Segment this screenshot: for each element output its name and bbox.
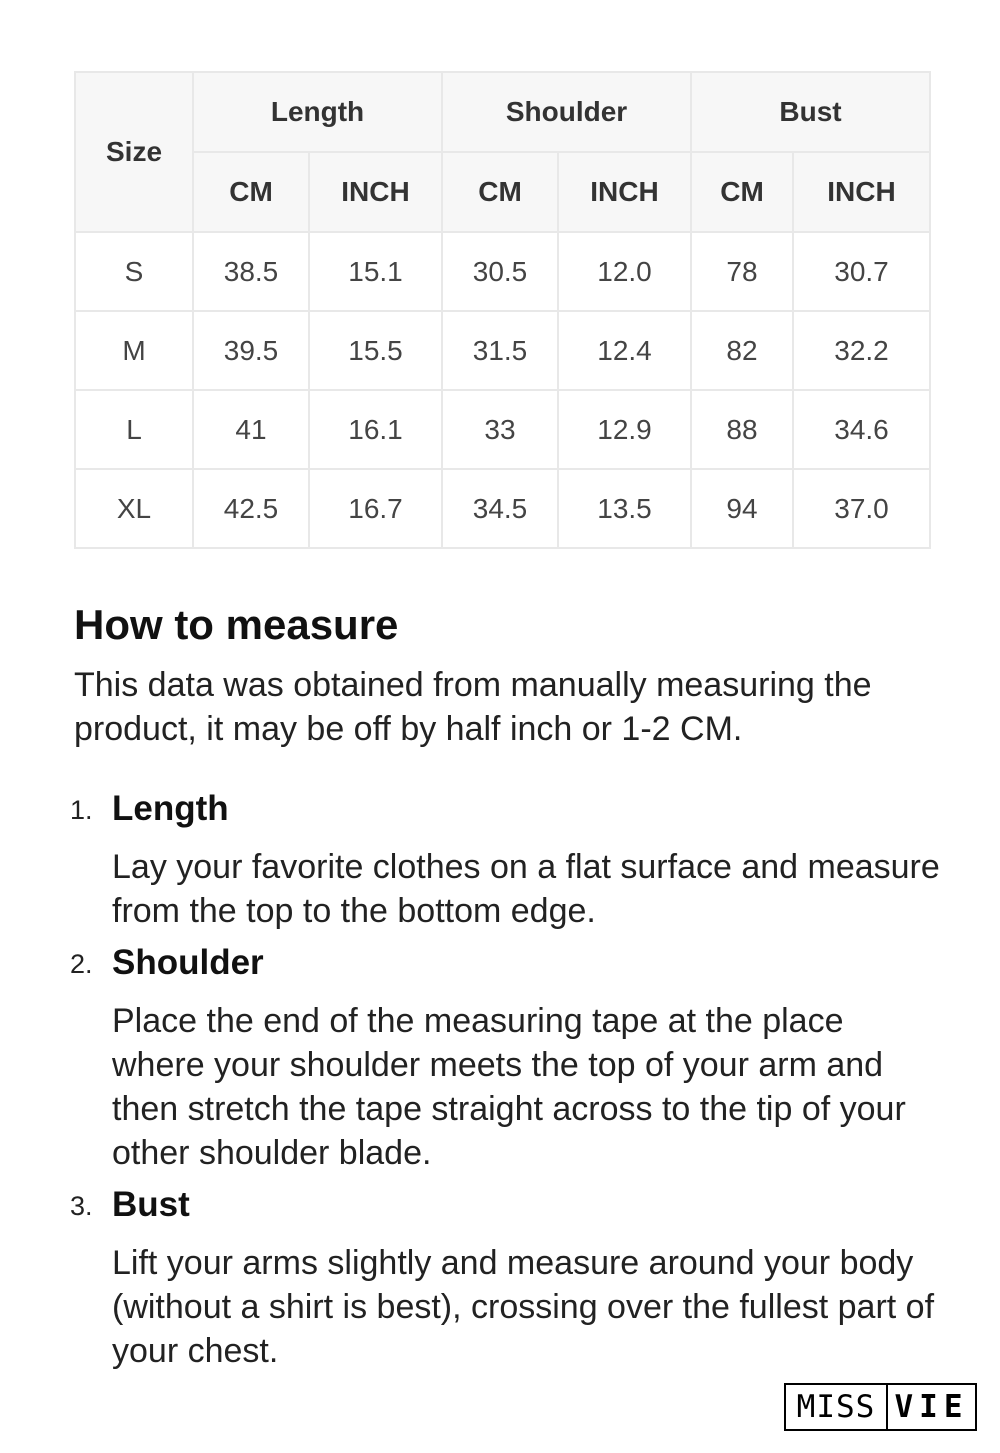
table-cell: 15.1 bbox=[309, 232, 442, 311]
step-bust bbox=[70, 1183, 944, 1373]
table-cell: 34.6 bbox=[793, 390, 930, 469]
table-cell: 30.5 bbox=[442, 232, 558, 311]
table-row bbox=[75, 232, 930, 311]
step-description: Lay your favorite clothes on a flat surface and measure from the top to the bottom edge. bbox=[112, 848, 940, 930]
shoulder-group-header: Shoulder bbox=[442, 72, 691, 152]
step-number: 2. bbox=[70, 949, 93, 979]
step-description: Lift your arms slightly and measure around your body (without a shirt is best), crossing over the fullest part of your chest. bbox=[112, 1244, 935, 1370]
length-cm-header: CM bbox=[193, 152, 309, 232]
length-group-header: Length bbox=[193, 72, 442, 152]
step-length bbox=[70, 787, 944, 933]
guide-intro-text: This data was obtained from manually measuring the product, it may be off by half inch or 1-2 CM. bbox=[74, 666, 872, 748]
table-cell: 41 bbox=[193, 390, 309, 469]
table-cell: 33 bbox=[442, 390, 558, 469]
table-cell: 42.5 bbox=[193, 469, 309, 548]
table-cell: 39.5 bbox=[193, 311, 309, 390]
size-chart-table bbox=[74, 71, 931, 549]
table-cell: 13.5 bbox=[558, 469, 691, 548]
length-inch-header: INCH bbox=[309, 152, 442, 232]
guide-title: How to measure bbox=[74, 601, 399, 648]
measurement-steps-list bbox=[70, 787, 944, 1373]
table-cell: 78 bbox=[691, 232, 793, 311]
step-title: Bust bbox=[112, 1185, 190, 1224]
size-cell: M bbox=[75, 311, 193, 390]
table-cell: 37.0 bbox=[793, 469, 930, 548]
table-cell: 38.5 bbox=[193, 232, 309, 311]
table-cell: 12.9 bbox=[558, 390, 691, 469]
size-cell: L bbox=[75, 390, 193, 469]
table-row bbox=[75, 469, 930, 548]
table-cell: 88 bbox=[691, 390, 793, 469]
measurement-guide bbox=[70, 595, 944, 1381]
step-number: 1. bbox=[70, 795, 93, 825]
size-cell: S bbox=[75, 232, 193, 311]
table-cell: 31.5 bbox=[442, 311, 558, 390]
table-cell: 12.4 bbox=[558, 311, 691, 390]
logo-text-right: VIE bbox=[886, 1385, 975, 1429]
table-row bbox=[75, 390, 930, 469]
table-unit-header-row bbox=[75, 152, 930, 232]
table-row bbox=[75, 311, 930, 390]
brand-logo bbox=[784, 1383, 977, 1431]
step-title: Shoulder bbox=[112, 943, 264, 982]
step-number: 3. bbox=[70, 1191, 93, 1221]
table-cell: 94 bbox=[691, 469, 793, 548]
table-cell: 15.5 bbox=[309, 311, 442, 390]
table-group-header-row bbox=[75, 72, 930, 152]
step-title: Length bbox=[112, 789, 229, 828]
logo-text-left: MISS bbox=[786, 1385, 886, 1429]
size-column-header: Size bbox=[75, 72, 193, 232]
shoulder-inch-header: INCH bbox=[558, 152, 691, 232]
table-cell: 34.5 bbox=[442, 469, 558, 548]
table-cell: 12.0 bbox=[558, 232, 691, 311]
bust-group-header: Bust bbox=[691, 72, 930, 152]
bust-inch-header: INCH bbox=[793, 152, 930, 232]
shoulder-cm-header: CM bbox=[442, 152, 558, 232]
table-cell: 32.2 bbox=[793, 311, 930, 390]
size-cell: XL bbox=[75, 469, 193, 548]
table-cell: 16.7 bbox=[309, 469, 442, 548]
table-cell: 82 bbox=[691, 311, 793, 390]
step-shoulder bbox=[70, 941, 944, 1175]
step-description: Place the end of the measuring tape at the place where your shoulder meets the top of your arm and then stretch the tape straight across to the tip of your other shoulder blade. bbox=[112, 1002, 906, 1172]
table-cell: 30.7 bbox=[793, 232, 930, 311]
bust-cm-header: CM bbox=[691, 152, 793, 232]
table-cell: 16.1 bbox=[309, 390, 442, 469]
